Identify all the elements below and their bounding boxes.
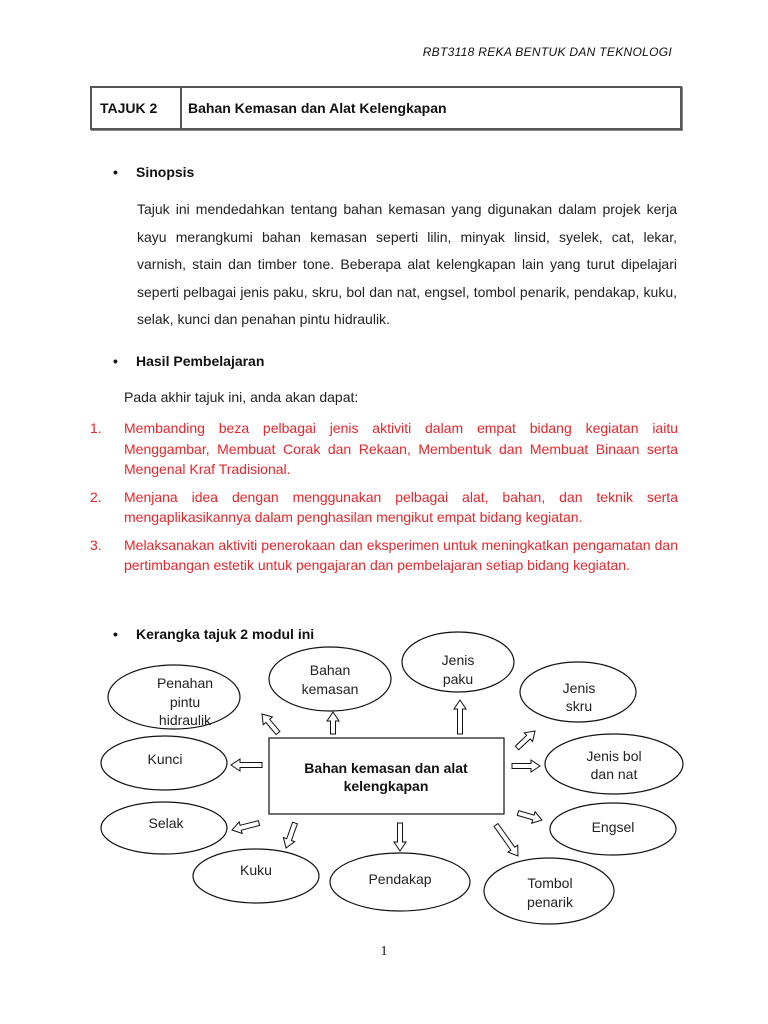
running-header: RBT3118 REKA BENTUK DAN TEKNOLOGI xyxy=(422,45,672,59)
topic-name: Bahan Kemasan dan Alat Kelengkapan xyxy=(188,100,447,116)
outcome-item: 3. Melaksanakan aktiviti penerokaan dan eksperimen untuk meningkatkan pengamatan dan pertimbangan estetik untuk pengajaran dan pembelajaran setiap bidang kegiatan. xyxy=(90,536,678,573)
block-arrow xyxy=(494,824,518,856)
block-arrow xyxy=(283,822,297,848)
node-tombol-label: Tombol xyxy=(527,875,573,891)
node-bahan-label: Bahan xyxy=(309,662,351,678)
node-pendakap-label: Pendakap xyxy=(368,871,432,887)
node-kunci-label: Kunci xyxy=(147,751,183,767)
block-arrow xyxy=(327,712,339,734)
node-paku-label: Jenis xyxy=(441,652,475,668)
svg-text:pintu: pintu xyxy=(169,694,201,710)
outcomes-intro: Pada akhir tajuk ini, anda akan dapat: xyxy=(124,389,359,405)
node-tombol xyxy=(484,858,614,924)
node-kuku-label: Kuku xyxy=(240,862,272,878)
block-arrow xyxy=(512,760,540,772)
block-arrow xyxy=(517,811,542,824)
block-arrow xyxy=(231,759,262,771)
block-arrow xyxy=(454,700,466,734)
synopsis-heading: • Sinopsis xyxy=(113,164,194,180)
center-label xyxy=(304,760,468,794)
svg-text:paku: paku xyxy=(442,671,474,687)
svg-text:skru: skru xyxy=(565,698,593,714)
outcome-item: 1. Membanding beza pelbagai jenis aktiviti dalam empat bidang kegiatan iaitu Menggambar, Membuat Corak dan Rekaan, Membentuk dan Membuat Binaan serta Mengenal Kraf Tradisional. xyxy=(90,420,678,477)
node-bol xyxy=(545,734,683,794)
svg-text:kemasan: kemasan xyxy=(301,681,359,697)
block-arrow xyxy=(515,731,535,750)
svg-text:hidraulik: hidraulik xyxy=(158,712,212,728)
topic-code: TAJUK 2 xyxy=(92,88,182,128)
block-arrow xyxy=(262,714,280,735)
block-arrow xyxy=(394,823,406,851)
block-arrow xyxy=(232,821,260,834)
svg-text:Bahan kemasan dan alat: Bahan kemasan dan alat xyxy=(304,760,468,776)
outcome-item: 2. Menjana idea dengan menggunakan pelbagai alat, bahan, dan teknik serta mengaplikasikannya dalam penghasilan mengikut empat bidang kegiatan. xyxy=(90,488,678,525)
outcomes-heading: • Hasil Pembelajaran xyxy=(113,353,264,369)
svg-text:penarik: penarik xyxy=(527,894,573,910)
node-selak-label: Selak xyxy=(148,815,184,831)
node-skru-label: Jenis xyxy=(562,680,596,696)
node-bol-label: Jenis bol xyxy=(586,748,642,764)
node-penahan-label: Penahan xyxy=(156,675,214,691)
synopsis-text: Tajuk ini mendedahkan tentang bahan kemasan yang digunakan dalam projek kerja kayu merangkumi bahan kemasan seperti lilin, minyak linsid, syelek, cat, lekar, varnish, stain dan timber tone. Beberapa alat kelengkapan lain yang turut dipelajari seperti pelbagai jenis paku, skru, bol dan nat, engsel, tombol penarik, pendakap, kuku, selak, kunci dan penahan pintu hidraulik. xyxy=(137,201,677,327)
center-box xyxy=(269,738,504,814)
node-engsel-label: Engsel xyxy=(591,819,635,835)
framework-heading: • Kerangka tajuk 2 modul ini xyxy=(113,626,314,642)
svg-text:dan nat: dan nat xyxy=(590,766,638,782)
svg-text:kelengkapan: kelengkapan xyxy=(343,778,429,794)
node-bahan xyxy=(269,647,391,711)
page-number: 1 xyxy=(380,944,388,959)
